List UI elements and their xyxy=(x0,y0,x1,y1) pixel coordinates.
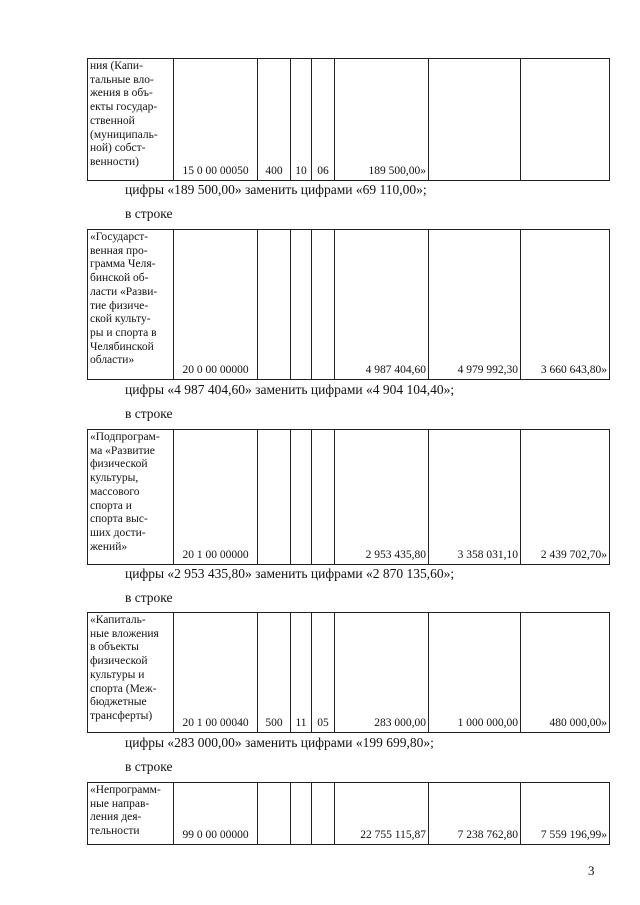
section-cell xyxy=(291,230,312,380)
page-number: 3 xyxy=(588,863,595,878)
amount-year1-cell: 22 755 115,87 xyxy=(335,783,429,845)
section-cell: 10 xyxy=(291,59,312,181)
budget-table-2 xyxy=(87,229,610,380)
amount-year2-cell: 1 000 000,00 xyxy=(429,613,521,733)
row-heading-4: в строке xyxy=(125,759,173,774)
row-heading-1: в строке xyxy=(125,206,173,221)
amount-year3-cell xyxy=(521,59,610,181)
replace-instruction-1: цифры «189 500,00» заменить цифрами «69 110,00»; xyxy=(125,182,427,197)
replace-instruction-2: цифры «4 987 404,60» заменить цифрами «4 904 104,40»; xyxy=(125,382,455,397)
subsection-cell: 05 xyxy=(312,613,335,733)
amount-year3-cell: 7 559 196,99» xyxy=(521,783,610,845)
expense-type-cell xyxy=(258,230,291,380)
subsection-cell xyxy=(312,783,335,845)
expense-type-cell xyxy=(258,430,291,565)
budget-table-3 xyxy=(87,429,610,565)
replace-instruction-3: цифры «2 953 435,80» заменить цифрами «2 870 135,60»; xyxy=(125,566,455,581)
amount-year2-cell: 4 979 992,30 xyxy=(429,230,521,380)
budget-table-5 xyxy=(87,782,610,845)
amount-year1-cell: 189 500,00» xyxy=(335,59,429,181)
amount-year2-cell: 7 238 762,80 xyxy=(429,783,521,845)
amount-year3-cell: 3 660 643,80» xyxy=(521,230,610,380)
budget-table-4 xyxy=(87,612,610,733)
row-name-cell: «Капиталь- ные вложения в объекты физической культуры и спорта (Меж- бюджетные трансферты) xyxy=(88,613,174,733)
row-name-cell: «Непрограмм- ные направ- ления дея- тельности xyxy=(88,783,174,845)
row-name-cell: «Государст- венная про- грамма Челя- бинской об- ласти «Разви- тие физиче- ской культу- ры и спорта в Челябинской области» xyxy=(88,230,174,380)
target-code-cell: 99 0 00 00000 xyxy=(174,783,258,845)
subsection-cell xyxy=(312,430,335,565)
row-heading-3: в строке xyxy=(125,590,173,605)
subsection-cell: 06 xyxy=(312,59,335,181)
section-cell xyxy=(291,783,312,845)
target-code-cell: 20 1 00 00040 xyxy=(174,613,258,733)
target-code-cell: 20 1 00 00000 xyxy=(174,430,258,565)
row-name-cell: «Подпрограм- ма «Развитие физической культуры, массового спорта и спорта выс- ших дости- жений» xyxy=(88,430,174,565)
row-heading-2: в строке xyxy=(125,406,173,421)
amount-year1-cell: 4 987 404,60 xyxy=(335,230,429,380)
amount-year3-cell: 480 000,00» xyxy=(521,613,610,733)
amount-year2-cell xyxy=(429,59,521,181)
amount-year1-cell: 2 953 435,80 xyxy=(335,430,429,565)
row-name-cell: ния (Капи- тальные вло- жения в объ- екты государ- ственной (муниципаль- ной) собст- венности) xyxy=(88,59,174,181)
target-code-cell: 20 0 00 00000 xyxy=(174,230,258,380)
replace-instruction-4: цифры «283 000,00» заменить цифрами «199 699,80»; xyxy=(125,735,434,750)
section-cell xyxy=(291,430,312,565)
amount-year1-cell: 283 000,00 xyxy=(335,613,429,733)
amount-year2-cell: 3 358 031,10 xyxy=(429,430,521,565)
expense-type-cell xyxy=(258,783,291,845)
expense-type-cell: 500 xyxy=(258,613,291,733)
target-code-cell: 15 0 00 00050 xyxy=(174,59,258,181)
budget-table-1 xyxy=(87,58,610,181)
section-cell: 11 xyxy=(291,613,312,733)
expense-type-cell: 400 xyxy=(258,59,291,181)
amount-year3-cell: 2 439 702,70» xyxy=(521,430,610,565)
subsection-cell xyxy=(312,230,335,380)
